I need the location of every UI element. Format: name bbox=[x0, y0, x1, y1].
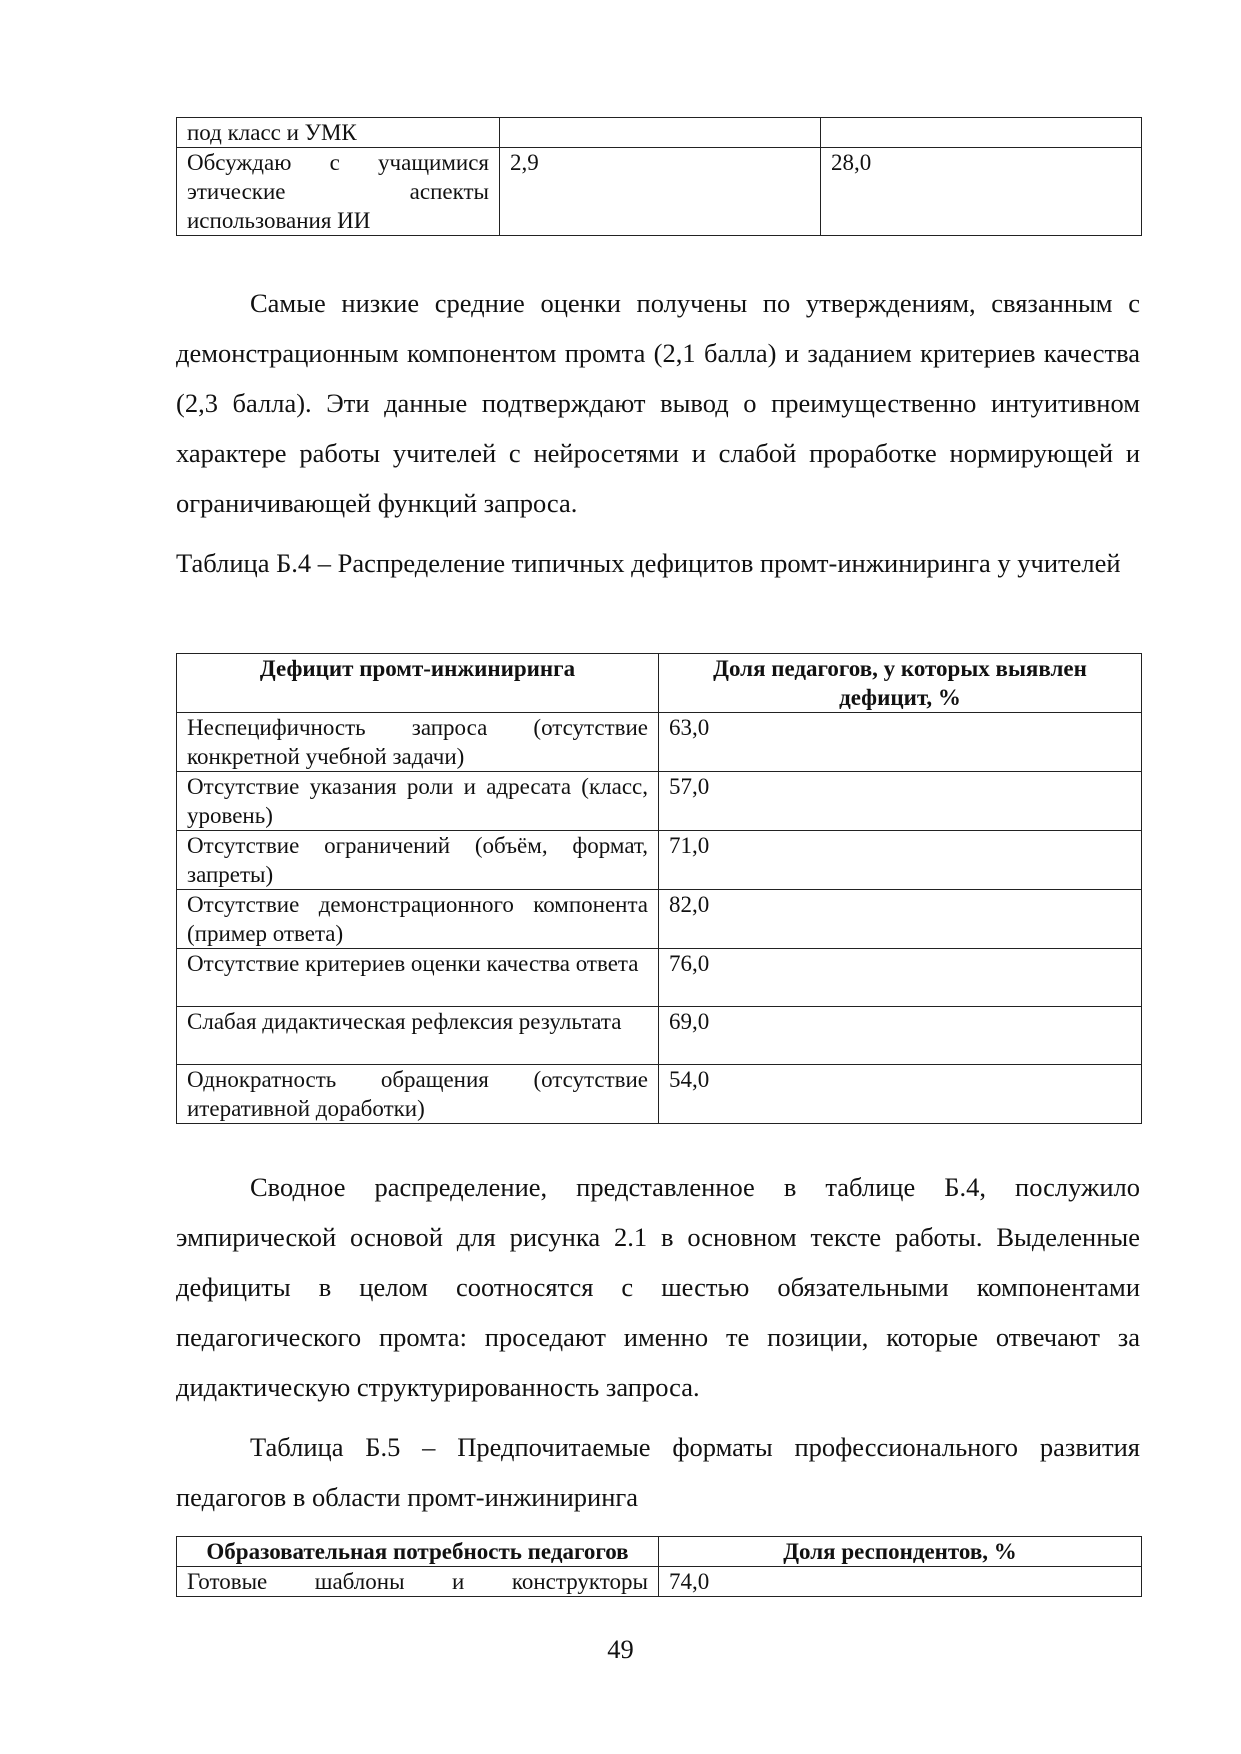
table-cell: 2,9 bbox=[500, 148, 821, 236]
table-cell: Обсуждаю с учащимися этические аспекты использования ИИ bbox=[177, 148, 500, 236]
table-row bbox=[177, 118, 1142, 148]
table-cell: Слабая дидактическая рефлексия результата bbox=[177, 1007, 659, 1065]
table-row bbox=[177, 772, 1142, 831]
column-header: Образовательная потребность педагогов bbox=[177, 1537, 659, 1567]
table-cell: 54,0 bbox=[659, 1065, 1142, 1124]
column-header: Доля педагогов, у которых выявлен дефицит, % bbox=[659, 654, 1142, 713]
table-row bbox=[177, 713, 1142, 772]
table-row bbox=[177, 1065, 1142, 1124]
page-number: 49 bbox=[607, 1634, 634, 1664]
table-cell: Однократность обращения (отсутствие итеративной доработки) bbox=[177, 1065, 659, 1124]
table-cell: Отсутствие демонстрационного компонента (пример ответа) bbox=[177, 890, 659, 949]
table-cell: 57,0 bbox=[659, 772, 1142, 831]
body-paragraph: Самые низкие средние оценки получены по утверждениям, связанным с демонстрационным компонентом промта (2,1 балла) и заданием критериев качества (2,3 балла). Эти данные подтверждают вывод о преимущественно интуитивном характере работы учителей с нейросетями и слабой проработке нормирующей и ограничивающей функций запроса. bbox=[176, 288, 1140, 518]
table-cell: 74,0 bbox=[659, 1567, 1142, 1597]
table-cell: 82,0 bbox=[659, 890, 1142, 949]
table-cell: Готовые шаблоны и конструкторы bbox=[177, 1567, 659, 1597]
table-cell: 76,0 bbox=[659, 949, 1142, 1007]
table-cell: 71,0 bbox=[659, 831, 1142, 890]
table-cell: под класс и УМК bbox=[177, 118, 500, 148]
table-cell: 63,0 bbox=[659, 713, 1142, 772]
table-cell bbox=[500, 118, 821, 148]
table-header-row bbox=[177, 1537, 1142, 1567]
table-cell: Отсутствие указания роли и адресата (класс, уровень) bbox=[177, 772, 659, 831]
table-row bbox=[177, 1567, 1142, 1597]
table-header-row bbox=[177, 654, 1142, 713]
body-paragraph: Сводное распределение, представленное в таблице Б.4, послужило эмпирической основой для рисунка 2.1 в основном тексте работы. Выделенные дефициты в целом соотносятся с шестью обязательными компонентами педагогического промта: проседают именно те позиции, которые отвечают за дидактическую структурированность запроса. bbox=[176, 1172, 1140, 1402]
table-row bbox=[177, 831, 1142, 890]
table-caption: Таблица Б.4 – Распределение типичных дефицитов промт-инжиниринга у учителей bbox=[176, 548, 1121, 578]
table-cell: Отсутствие критериев оценки качества ответа bbox=[177, 949, 659, 1007]
table-b4 bbox=[176, 653, 1142, 1124]
table-row bbox=[177, 890, 1142, 949]
table-row bbox=[177, 148, 1142, 236]
table-b5 bbox=[176, 1536, 1142, 1597]
table-row bbox=[177, 1007, 1142, 1065]
table-caption: Таблица Б.5 – Предпочитаемые форматы профессионального развития педагогов в области промт-инжиниринга bbox=[176, 1432, 1140, 1512]
column-header: Доля респондентов, % bbox=[659, 1537, 1142, 1567]
table-b3-continuation bbox=[176, 117, 1142, 236]
table-cell: Отсутствие ограничений (объём, формат, запреты) bbox=[177, 831, 659, 890]
table-cell: Неспецифичность запроса (отсутствие конкретной учебной задачи) bbox=[177, 713, 659, 772]
table-cell: 69,0 bbox=[659, 1007, 1142, 1065]
table-row bbox=[177, 949, 1142, 1007]
column-header: Дефицит промт-инжиниринга bbox=[177, 654, 659, 713]
table-cell: 28,0 bbox=[821, 148, 1142, 236]
table-cell bbox=[821, 118, 1142, 148]
